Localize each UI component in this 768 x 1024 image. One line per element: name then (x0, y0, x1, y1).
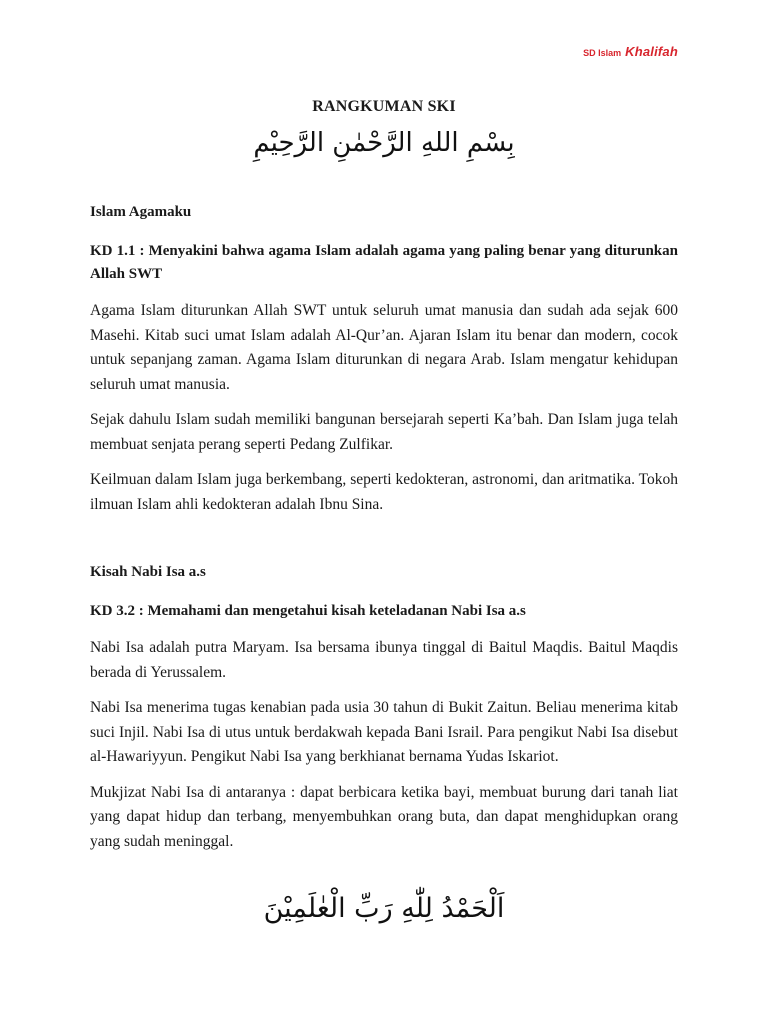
brand-logo (583, 44, 678, 59)
section-heading: Islam Agamaku (90, 204, 192, 220)
kd-statement: KD 3.2 : Memahami dan mengetahui kisah keteladanan Nabi Isa a.s (90, 603, 526, 619)
section-spacer (90, 528, 678, 564)
paragraph: Agama Islam diturunkan Allah SWT untuk seluruh umat manusia dan sudah ada sejak 600 Masehi. Kitab suci umat Islam adalah Al-Qur’an. Ajaran Islam itu benar dan modern, cocok untuk sepanjang zaman. Agama Islam diturunkan di negara Arab. Islam mengatur kehidupan seluruh umat manusia. (90, 302, 678, 393)
brand-large-text: Khalifah (625, 44, 678, 59)
section-heading: Kisah Nabi Isa a.s (90, 564, 206, 580)
paragraph: Keilmuan dalam Islam juga berkembang, seperti kedokteran, astronomi, dan aritmatika. Tokoh ilmuan Islam ahli kedokteran adalah Ibnu Sina. (90, 471, 678, 513)
brand-small-text: SD Islam (583, 48, 622, 58)
section-kisah-nabi-isa (90, 564, 678, 854)
paragraph: Sejak dahulu Islam sudah memiliki bangunan bersejarah seperti Ka’bah. Dan Islam juga telah membuat senjata perang seperti Pedang Zulfikar. (90, 411, 678, 453)
paragraph: Nabi Isa menerima tugas kenabian pada usia 30 tahun di Bukit Zaitun. Beliau menerima kitab suci Injil. Nabi Isa di utus untuk berdakwah kepada Bani Israil. Para pengikut Nabi Isa disebut al-Hawariyyun. Pengikut Nabi Isa yang berkhianat bernama Yudas Iskariot. (90, 699, 678, 765)
paragraph: Nabi Isa adalah putra Maryam. Isa bersama ibunya tinggal di Baitul Maqdis. Baitul Maqdis berada di Yerussalem. (90, 639, 678, 681)
paragraph: Mukjizat Nabi Isa di antaranya : dapat berbicara ketika bayi, membuat burung dari tanah liat yang dapat hidup dan terbang, menyembuhkan orang buta, dan dapat menghidupkan orang yang sudah meninggal. (90, 783, 678, 850)
page-title: RANGKUMAN SKI (312, 98, 456, 115)
section-islam-agamaku (90, 204, 678, 517)
hamdalah-calligraphy: اَلْحَمْدُ لِلّٰهِ رَبِّ الْعٰلَمِيْنَ (263, 893, 505, 924)
document-body (90, 204, 678, 865)
basmala-calligraphy: بِسْمِ اللهِ الرَّحْمٰنِ الرَّحِيْمِ (253, 128, 515, 158)
kd-statement: KD 1.1 : Menyakini bahwa agama Islam adalah agama yang paling benar yang diturunkan Allah SWT (90, 243, 678, 282)
